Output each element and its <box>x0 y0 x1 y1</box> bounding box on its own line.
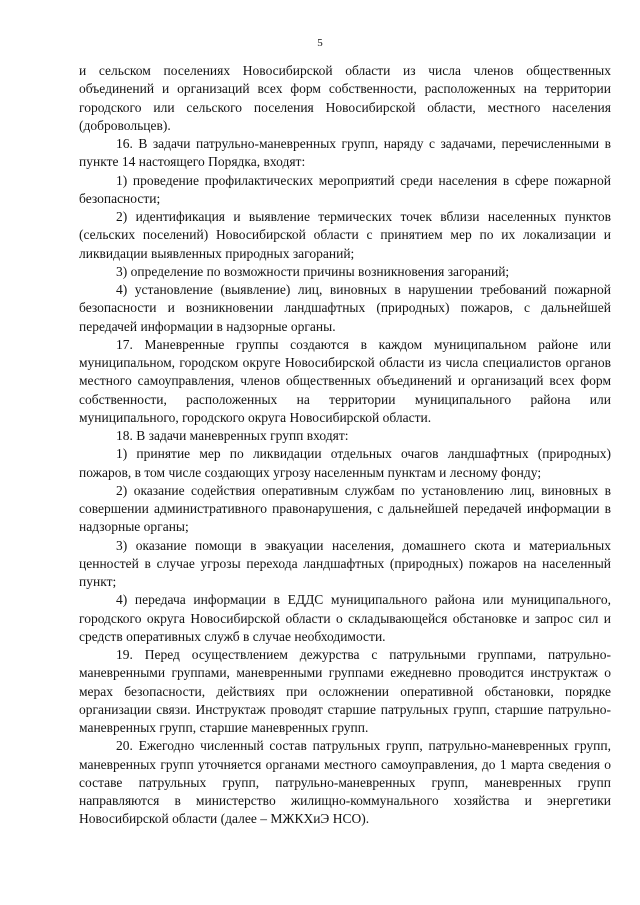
paragraph: 16. В задачи патрульно-маневренных групп, наряду с задачами, перечисленными в пункте 14 настоящего Порядка, входят: <box>79 136 611 170</box>
paragraph: 3) оказание помощи в эвакуации населения, домашнего скота и материальных ценностей в случае угрозы перехода ландшафтных (природных) пожаров на населенный пункт; <box>79 537 611 589</box>
paragraph: 3) определение по возможности причины возникновения загораний; <box>116 263 510 279</box>
page-number: 5 <box>317 37 323 49</box>
paragraph: 19. Перед осуществлением дежурства с патрульными группами, патрульно-маневренными группами, маневренными группами ежедневно проводится инструктаж о мерах безопасности, действиях при осложнении оперативной обстановки, порядке организации связи. Инструктаж проводят старшие патрульных групп, старшие патрульно-маневренных групп, старшие маневренных групп. <box>79 647 611 735</box>
paragraph: 18. В задачи маневренных групп входят: <box>116 428 349 443</box>
paragraph: и сельском поселениях Новосибирской области из числа членов общественных объединений и организаций всех форм собственности, расположенных на территории городского или сельского поселения Новосибирской области, местного населения (добровольцев). <box>79 63 611 133</box>
paragraph: 2) оказание содействия оперативным службам по установлению лиц, виновных в совершении административного правонарушения, с дальнейшей передачей информации в надзорные органы; <box>79 482 611 535</box>
paragraph: 1) принятие мер по ликвидации отдельных очагов ландшафтных (природных) пожаров, в том числе создающих угрозу населенным пунктам и лесному фонду; <box>79 446 611 480</box>
paragraph: 2) идентификация и выявление термических точек вблизи населенных пунктов (сельских поселений) Новосибирской области с принятием мер по их локализации и ликвидации выявленных природных загораний; <box>79 209 611 261</box>
paragraph: 20. Ежегодно численный состав патрульных групп, патрульно-маневренных групп, маневренных групп уточняется органами местного самоуправления, до 1 марта сведения о составе патрульных групп, патрульно-маневренных групп, маневренных групп направляются в министерство жилищно-коммунального хозяйства и энергетики Новосибирской области (далее – МЖКХиЭ НСО). <box>79 738 611 827</box>
document-body <box>79 62 611 829</box>
paragraph: 1) проведение профилактических мероприятий среди населения в сфере пожарной безопасности; <box>79 172 611 206</box>
paragraph: 4) передача информации в ЕДДС муниципального района или муниципального, городского округа Новосибирской области о складывающейся обстановке и запрос сил и средств оперативных служб в случае необходимости. <box>79 592 611 644</box>
paragraph: 17. Маневренные группы создаются в каждом муниципальном районе или муниципальном, городском округе Новосибирской области из числа специалистов органов местного самоуправления, членов общественных объединений и организаций всех форм собственности, расположенных на территории муниципального района или муниципального, городского округа Новосибирской области. <box>79 336 611 425</box>
paragraph: 4) установление (выявление) лиц, виновных в нарушении требований пожарной безопасности и возникновении ландшафтных (природных) пожаров, с дальнейшей передачей информации в надзорные органы. <box>79 282 611 334</box>
